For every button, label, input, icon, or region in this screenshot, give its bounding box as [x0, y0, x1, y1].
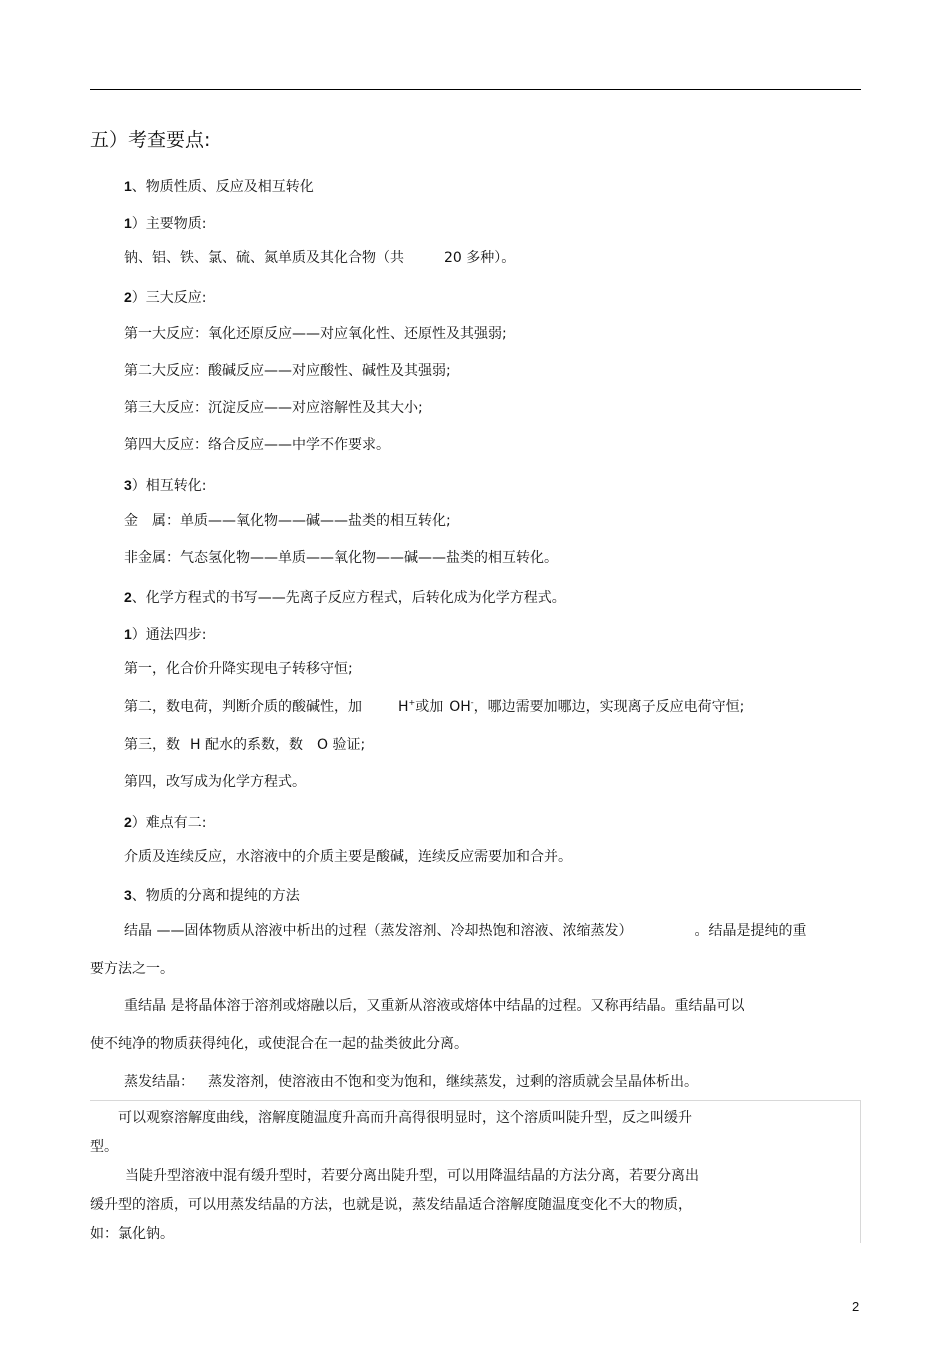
reaction-3: 第三大反应：沉淀反应——对应溶解性及其大小; [124, 400, 423, 416]
topic-3-title: 3、物质的分离和提纯的方法 [124, 887, 300, 904]
page-number: 2 [852, 1299, 860, 1314]
subtopic-four-steps: 1）通法四步: [124, 626, 207, 643]
topic-1-title: 1、物质性质、反应及相互转化 [124, 178, 314, 195]
crystallization-line-2: 要方法之一。 [90, 961, 174, 977]
note-line-2: 型。 [90, 1139, 118, 1155]
note-line-5: 如：氯化钠。 [90, 1226, 174, 1242]
solubility-note-box [90, 1100, 861, 1243]
subtopic-three-reactions: 2）三大反应: [124, 289, 207, 306]
note-line-1: 可以观察溶解度曲线，溶解度随温度升高而升高得很明显时，这个溶质叫陡升型，反之叫缓升 [118, 1110, 692, 1126]
section-heading: 五）考查要点: [90, 129, 211, 151]
nonmetal-conversion: 非金属：气态氢化物——单质——氧化物——碱——盐类的相互转化。 [124, 550, 558, 566]
reaction-4: 第四大反应：络合反应——中学不作要求。 [124, 437, 390, 453]
subtopic-difficulties: 2）难点有二: [124, 814, 207, 831]
recrystallization-line-1: 重结晶 是将晶体溶于溶剂或熔融以后，又重新从溶液或熔体中结晶的过程。又称再结晶。重结晶可以 [124, 998, 745, 1014]
recrystallization-line-2: 使不纯净的物质获得纯化，或使混合在一起的盐类彼此分离。 [90, 1036, 468, 1052]
subtopic-mutual-conversion: 3）相互转化: [124, 477, 207, 494]
topic-2-title: 2、化学方程式的书写——先离子反应方程式，后转化成为化学方程式。 [124, 589, 566, 606]
note-line-4: 缓升型的溶质，可以用蒸发结晶的方法，也就是说，蒸发结晶适合溶解度随温度变化不大的物质， [90, 1197, 692, 1213]
crystallization-line-1: 结晶 ——固体物质从溶液中析出的过程（蒸发溶剂、冷却热饱和溶液、浓缩蒸发） 。结晶是提纯的重 [124, 923, 807, 939]
reaction-2: 第二大反应：酸碱反应——对应酸性、碱性及其强弱; [124, 363, 451, 379]
header-rule [90, 89, 861, 90]
subtopic-main-substances: 1）主要物质: [124, 215, 207, 232]
step-4: 第四，改写成为化学方程式。 [124, 774, 306, 790]
metal-conversion: 金 属：单质——氧化物——碱——盐类的相互转化; [124, 513, 451, 529]
substances-text: 钠、铝、铁、氯、硫、氮单质及其化合物（共 20 多种）。 [124, 250, 516, 266]
reaction-1: 第一大反应：氧化还原反应——对应氧化性、还原性及其强弱; [124, 326, 507, 342]
step-2: 第二，数电荷，判断介质的酸碱性，加 H+或加 OH-，哪边需要加哪边，实现离子反应电荷守恒; [124, 698, 745, 715]
difficulty-text: 介质及连续反应，水溶液中的介质主要是酸碱，连续反应需要加和合并。 [124, 849, 572, 865]
step-1: 第一，化合价升降实现电子转移守恒; [124, 661, 353, 677]
evaporative-crystallization: 蒸发结晶： 蒸发溶剂，使溶液由不饱和变为饱和，继续蒸发，过剩的溶质就会呈晶体析出。 [124, 1074, 698, 1090]
step-3: 第三，数 H 配水的系数，数 O 验证; [124, 737, 366, 753]
note-line-3: 当陡升型溶液中混有缓升型时，若要分离出陡升型，可以用降温结晶的方法分离，若要分离出 [125, 1168, 699, 1184]
